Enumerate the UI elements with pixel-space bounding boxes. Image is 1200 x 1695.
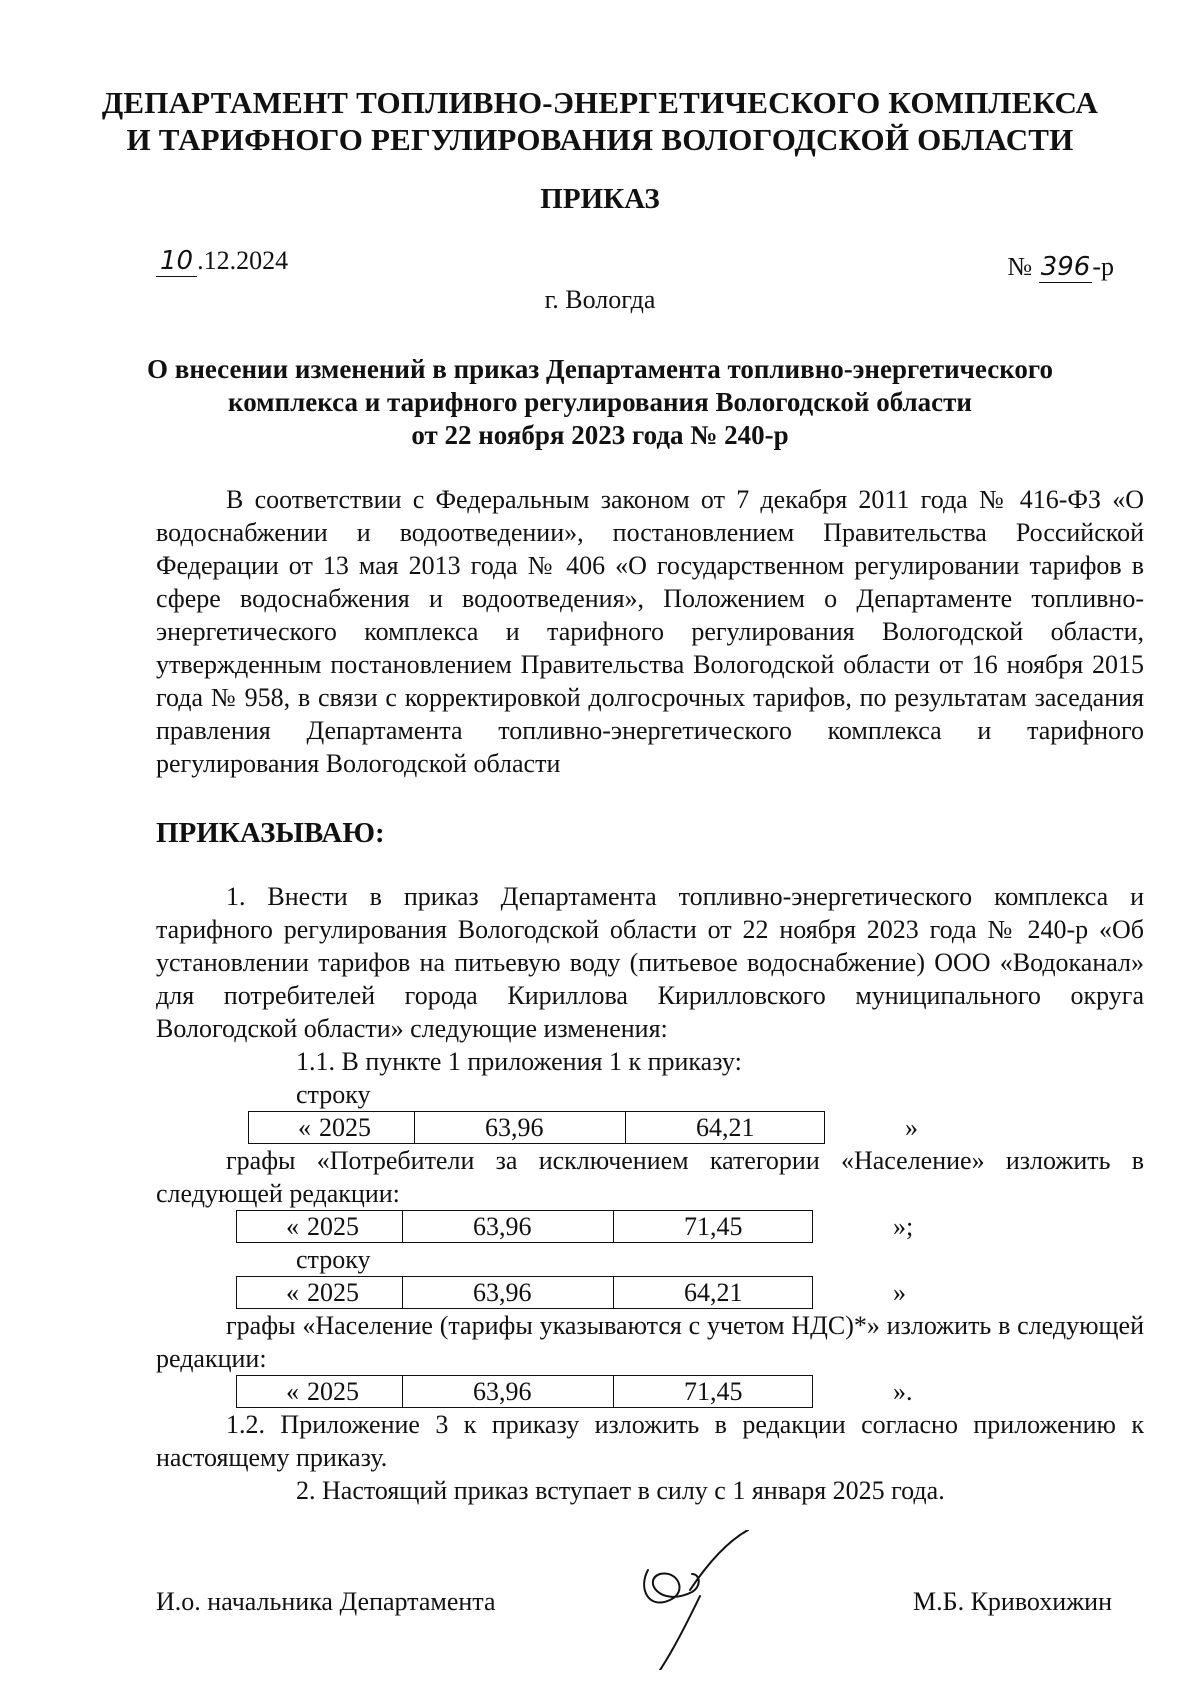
department-header: [0, 84, 1200, 158]
open-quote: «: [286, 1278, 299, 1307]
item-2-text: 2. Настоящий приказ вступает в силу с 1 января 2025 года.: [296, 1476, 945, 1505]
cell-value-2: 71,45: [684, 1212, 743, 1241]
table-row-old-2: [156, 1276, 1144, 1309]
signature-icon: [630, 1530, 760, 1670]
item-1-block: [156, 880, 1144, 1507]
table-row-new-2: [156, 1375, 1144, 1408]
item-1-1-text: 1.1. В пункте 1 приложения 1 к приказу:: [296, 1047, 742, 1076]
close-quote: ».: [893, 1377, 913, 1406]
order-date: [156, 246, 288, 276]
number-handwritten: 396: [1040, 252, 1091, 282]
cell-value-2: 64,21: [684, 1278, 743, 1307]
number-suffix: -р: [1092, 252, 1114, 281]
column-2-instruction: графы «Население (тарифы указываются с учетом НДС)*» изложить в следующей редакции:: [156, 1311, 1144, 1373]
table-cells: [236, 1210, 813, 1243]
table-cells: [248, 1111, 825, 1144]
cell-value-1: 63,96: [403, 1211, 614, 1242]
subject-line-3: от 22 ноября 2023 года № 240-р: [411, 420, 789, 450]
cell-value-2: 71,45: [684, 1377, 743, 1406]
cell-value-1: 63,96: [403, 1376, 614, 1407]
table-cells: [236, 1375, 813, 1408]
table-row-new-1: [156, 1210, 1144, 1243]
order-title: ПРИКАЗ: [540, 183, 660, 215]
cell-value-2: 64,21: [696, 1113, 755, 1142]
signer-position: И.о. начальника Департамента: [156, 1587, 496, 1616]
decree-word: ПРИКАЗЫВАЮ:: [156, 817, 385, 849]
date-month-year: .12.2024: [197, 246, 289, 275]
close-quote: »: [893, 1278, 906, 1307]
row-word-2: строку: [296, 1245, 371, 1274]
item-1-text: 1. Внести в приказ Департамента топливно-энергетического комплекса и тарифного регулирования Вологодской области от 22 ноября 2023 года № 240-р «Об установлении тарифов на питьевую воду (питьевое водоснабжение) ООО «Водоканал» для потребителей города Кириллова Кирилловского муниципального округа Вологодской области» следующие изменения:: [156, 882, 1144, 1043]
row-word-1: строку: [296, 1080, 371, 1109]
open-quote: «: [286, 1212, 299, 1241]
department-line-1: ДЕПАРТАМЕНТ ТОПЛИВНО-ЭНЕРГЕТИЧЕСКОГО КОМПЛЕКСА: [101, 85, 1099, 120]
signer-name: М.Б. Кривохижин: [913, 1587, 1112, 1616]
preamble-paragraph: В соответствии с Федеральным законом от 7 декабря 2011 года № 416-ФЗ «О водоснабжении и водоотведении», постановлением Правительства Российской Федерации от 13 мая 2013 года № 406 «О государственном регулировании тарифов в сфере водоснабжения и водоотведения», Положением о Департаменте топливно-энергетического комплекса и тарифного регулирования Вологодской области, утвержденным постановлением Правительства Вологодской области от 16 ноября 2015 года № 958, в связи с корректировкой долгосрочных тарифов, по результатам заседания правления Департамента топливно-энергетического комплекса и тарифного регулирования Вологодской области: [156, 485, 1144, 778]
order-subject: [0, 353, 1200, 452]
table-row-old-1: [156, 1111, 1144, 1144]
close-quote: »;: [893, 1212, 914, 1241]
cell-year: 2025: [249, 1112, 415, 1143]
column-1-instruction: графы «Потребители за исключением категории «Население» изложить в следующей редакции:: [156, 1146, 1144, 1208]
close-quote: »: [905, 1113, 918, 1142]
open-quote: «: [298, 1113, 311, 1142]
table-cells: [236, 1276, 813, 1309]
department-line-2: И ТАРИФНОГО РЕГУЛИРОВАНИЯ ВОЛОГОДСКОЙ ОБЛАСТИ: [126, 122, 1074, 157]
subject-line-2: комплекса и тарифного регулирования Вологодской области: [228, 387, 972, 417]
item-1-2-text: 1.2. Приложение 3 к приказу изложить в редакции согласно приложению к настоящему приказу.: [156, 1410, 1144, 1472]
cell-value-1: 63,96: [415, 1112, 626, 1143]
subject-line-1: О внесении изменений в приказ Департамента топливно-энергетического: [146, 354, 1053, 384]
city: г. Вологда: [544, 285, 656, 314]
cell-value-1: 63,96: [403, 1277, 614, 1308]
cell-year: 2025: [237, 1376, 403, 1407]
cell-year: 2025: [237, 1277, 403, 1308]
cell-year: 2025: [237, 1211, 403, 1242]
number-sign: №: [1007, 252, 1033, 281]
order-number: [1007, 252, 1114, 282]
open-quote: «: [286, 1377, 299, 1406]
date-day-handwritten: 10: [156, 246, 197, 277]
